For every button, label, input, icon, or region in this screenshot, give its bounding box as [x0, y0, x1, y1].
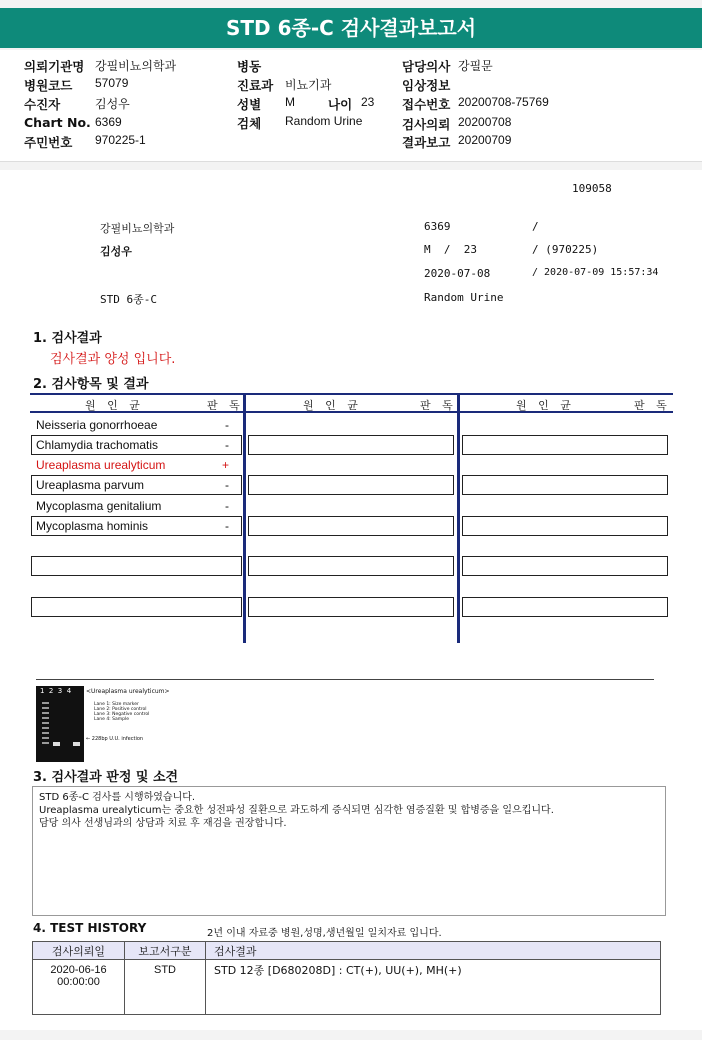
- code-label: 병원코드: [24, 78, 73, 93]
- report-test-name: STD 6종-C: [100, 293, 157, 306]
- empty-row: [248, 435, 454, 455]
- section4-title: 4. TEST HISTORY: [33, 921, 147, 935]
- pathogen-result: -: [225, 499, 229, 513]
- receipt-value: 20200708-75769: [458, 95, 549, 109]
- empty-row: [248, 597, 454, 617]
- ward-label: 병동: [237, 59, 262, 74]
- pathogen-result: -: [225, 438, 229, 452]
- history-note: 2년 이내 자료중 병원,성명,생년월일 일치자료 입니다.: [207, 928, 442, 939]
- history-result: STD 12종 [D680208D] : CT(+), UU(+), MH(+): [206, 960, 661, 1015]
- gel-legend-item: Lane 4: Sample: [94, 717, 129, 722]
- pathogen-name: Neisseria gonorrhoeae: [36, 418, 158, 432]
- empty-row: [462, 475, 668, 495]
- column-divider-1: [243, 393, 246, 643]
- empty-row: [31, 597, 242, 617]
- pathogen-result: -: [225, 418, 229, 432]
- report-date-request: 2020-07-08: [424, 267, 491, 280]
- pathogen-name: Ureaplasma parvum: [36, 478, 145, 492]
- gel-legend: [94, 702, 149, 722]
- section3-title: 3. 검사결과 판정 및 소견: [33, 770, 179, 785]
- col1-pathogen-header: 원 인 균: [85, 399, 144, 412]
- request-value: 20200708: [458, 115, 512, 129]
- history-type: STD: [125, 960, 206, 1015]
- result-summary: 검사결과 양성 입니다.: [50, 352, 176, 367]
- history-date: 2020-06-16: [50, 964, 107, 976]
- empty-row: [462, 435, 668, 455]
- dept-value: 비뇨기과: [285, 78, 332, 92]
- specimen-label: 검체: [237, 116, 262, 131]
- col3-pathogen-header: 원 인 균: [516, 399, 575, 412]
- result-row: [31, 415, 242, 435]
- history-header: 보고서구분: [125, 942, 206, 960]
- pathogen-name: Mycoplasma genitalium: [36, 499, 162, 513]
- patient-label: 수진자: [24, 97, 61, 112]
- code-value: 57079: [95, 76, 129, 90]
- report-patient: 김성우: [100, 245, 132, 258]
- patient-value: 김성우: [95, 97, 130, 111]
- table-top-rule: [30, 393, 673, 395]
- report-title: STD 6종-C 검사결과보고서: [0, 8, 702, 48]
- empty-row: [31, 556, 242, 576]
- history-header: 검사의뢰일: [33, 942, 125, 960]
- chart-label: Chart No.: [24, 115, 91, 130]
- result-row-positive: [31, 455, 242, 475]
- history-date-cell: [33, 960, 125, 1015]
- history-header: 검사결과: [206, 942, 661, 960]
- col1-judge-header: 판 독: [207, 399, 244, 412]
- request-label: 검사의뢰: [402, 117, 451, 132]
- col2-pathogen-header: 원 인 균: [303, 399, 362, 412]
- remark-line: Ureaplasma urealyticum는 중요한 성전파성 질환으로 과도하게 증식되면 심각한 염증질환 및 합병증을 일으킵니다.: [39, 805, 554, 816]
- report-sex-age: M / 23: [424, 243, 477, 256]
- age-value: 23: [361, 95, 375, 109]
- result-row: [31, 435, 242, 455]
- empty-row: [462, 597, 668, 617]
- sex-label: 성별: [237, 97, 262, 112]
- col2-judge-header: 판 독: [420, 399, 457, 412]
- pathogen-name: Mycoplasma hominis: [36, 519, 149, 533]
- empty-row: [248, 516, 454, 536]
- remark-line: 담당 의사 선생님과의 상담과 치료 후 재검을 권장합니다.: [39, 818, 287, 829]
- gel-legend-item: Lane 1: Size marker: [94, 702, 139, 707]
- pathogen-result: -: [225, 519, 229, 533]
- gel-legend-item: Lane 2: Positive control: [94, 707, 147, 712]
- empty-row: [248, 475, 454, 495]
- serial-number: 109058: [572, 182, 612, 195]
- report-label: 결과보고: [402, 135, 451, 150]
- history-table: [32, 941, 661, 1015]
- gel-band-positive: [53, 742, 60, 746]
- pathogen-name: Chlamydia trachomatis: [36, 438, 159, 452]
- gel-photo: [36, 686, 84, 762]
- chart-value: 6369: [95, 115, 122, 129]
- header-info: [0, 50, 702, 162]
- history-header-row: [33, 942, 661, 960]
- id-label: 주민번호: [24, 135, 73, 150]
- remark-line: STD 6종-C 검사를 시행하였습니다.: [39, 792, 196, 803]
- remark-box: [32, 786, 666, 916]
- pathogen-result: -: [225, 478, 229, 492]
- result-row: [31, 475, 242, 495]
- report-birth: / (970225): [532, 243, 599, 256]
- result-row: [31, 516, 242, 536]
- gel-title: <Ureaplasma urealyticum>: [86, 688, 170, 695]
- report-date-done: / 2020-07-09 15:57:34: [532, 267, 659, 278]
- gel-lane-numbers: 1 2 3 4: [40, 687, 72, 695]
- hospital-label: 의뢰기관명: [24, 59, 85, 74]
- dept-label: 진료과: [237, 78, 274, 93]
- sex-value: M: [285, 95, 295, 109]
- gel-legend-item: Lane 3: Negative control: [94, 712, 150, 717]
- gel-band-sample: [73, 742, 80, 746]
- empty-row: [248, 556, 454, 576]
- col3-judge-header: 판 독: [634, 399, 671, 412]
- report-value: 20200709: [458, 133, 512, 147]
- doctor-label: 담당의사: [402, 59, 451, 74]
- report-chart: 6369: [424, 220, 451, 233]
- section1-title: 1. 검사결과: [33, 331, 102, 346]
- report-specimen: Random Urine: [424, 291, 504, 304]
- history-time: 00:00:00: [57, 976, 100, 988]
- doctor-value: 강필문: [458, 59, 493, 73]
- gel-divider: [36, 679, 654, 680]
- gel-ladder: [42, 702, 49, 746]
- column-divider-2: [457, 393, 460, 643]
- pathogen-name: Ureaplasma urealyticum: [36, 458, 166, 472]
- hospital-value: 강필비뇨의학과: [95, 59, 177, 73]
- report-slash: /: [532, 220, 539, 233]
- history-row: [33, 960, 661, 1015]
- specimen-value: Random Urine: [285, 114, 363, 128]
- empty-row: [462, 556, 668, 576]
- age-label: 나이: [328, 97, 353, 112]
- empty-row: [462, 516, 668, 536]
- pathogen-result: +: [221, 458, 229, 472]
- section2-title: 2. 검사항목 및 결과: [33, 377, 149, 392]
- gel-image: [36, 686, 648, 766]
- gel-band-label: ← 228bp U.U. infection: [86, 736, 144, 742]
- receipt-label: 접수번호: [402, 97, 451, 112]
- id-value: 970225-1: [95, 133, 146, 147]
- clinical-label: 임상정보: [402, 78, 451, 93]
- result-row: [31, 496, 242, 516]
- report-hospital: 강필비뇨의학과: [100, 222, 175, 235]
